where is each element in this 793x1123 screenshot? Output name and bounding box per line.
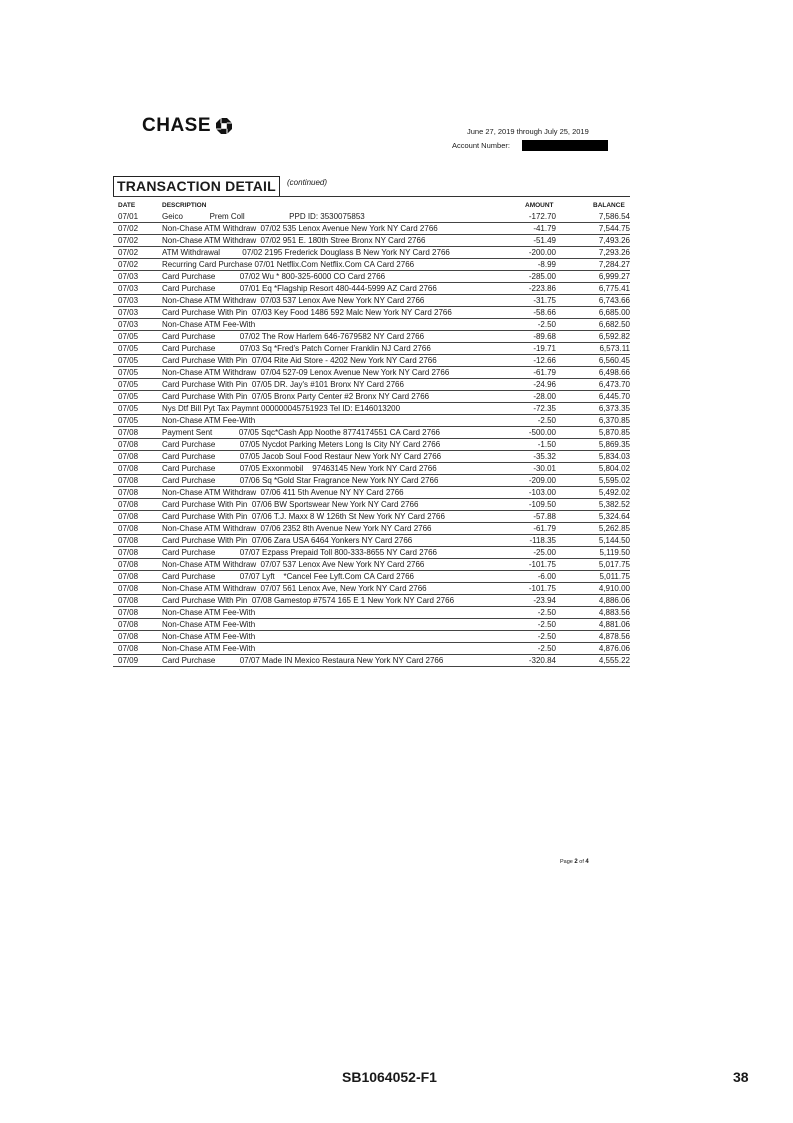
table-row bbox=[113, 415, 630, 427]
transaction-description: Card Purchase With Pin 07/08 Gamestop #7574 165 E 1 New York NY Card 2766 bbox=[162, 596, 455, 605]
transaction-date: 07/08 bbox=[118, 584, 139, 593]
transaction-date: 07/08 bbox=[118, 632, 139, 641]
transaction-date: 07/05 bbox=[118, 332, 139, 341]
transaction-balance: 6,999.27 bbox=[598, 272, 630, 281]
transaction-date: 07/05 bbox=[118, 356, 139, 365]
transaction-description: ATM Withdrawal 07/02 2195 Frederick Douglass B New York NY Card 2766 bbox=[162, 248, 450, 257]
page-label: Page bbox=[560, 859, 573, 865]
transaction-description: Card Purchase With Pin 07/06 Zara USA 6464 Yonkers NY Card 2766 bbox=[162, 536, 413, 545]
transaction-date: 07/08 bbox=[118, 536, 139, 545]
transaction-date: 07/05 bbox=[118, 416, 139, 425]
table-row bbox=[113, 583, 630, 595]
transaction-balance: 7,493.26 bbox=[598, 236, 630, 245]
transaction-balance: 7,284.27 bbox=[598, 260, 630, 269]
transaction-date: 07/08 bbox=[118, 512, 139, 521]
transaction-description: Card Purchase 07/07 Ezpass Prepaid Toll 800-333-8655 NY Card 2766 bbox=[162, 548, 437, 557]
transaction-date: 07/02 bbox=[118, 248, 139, 257]
transaction-amount: -103.00 bbox=[528, 488, 556, 497]
transaction-balance: 4,555.22 bbox=[598, 656, 630, 665]
table-row bbox=[113, 607, 630, 619]
date-header: DATE bbox=[118, 202, 136, 209]
transaction-description: Non-Chase ATM Fee-With bbox=[162, 644, 256, 653]
transaction-amount: -19.71 bbox=[533, 344, 556, 353]
continued-label: (continued) bbox=[287, 178, 328, 187]
transaction-balance: 4,910.00 bbox=[598, 584, 630, 593]
transaction-date: 07/08 bbox=[118, 596, 139, 605]
table-row bbox=[113, 499, 630, 511]
transaction-amount: -320.84 bbox=[528, 656, 556, 665]
section-title: TRANSACTION DETAIL bbox=[113, 176, 280, 197]
transaction-date: 07/02 bbox=[118, 260, 139, 269]
transaction-description: Non-Chase ATM Fee-With bbox=[162, 632, 256, 641]
table-row bbox=[113, 511, 630, 523]
transaction-balance: 5,324.64 bbox=[598, 512, 630, 521]
table-row bbox=[113, 271, 630, 283]
transaction-amount: -57.88 bbox=[533, 512, 556, 521]
transaction-date: 07/08 bbox=[118, 452, 139, 461]
transaction-amount: -101.75 bbox=[528, 560, 556, 569]
transaction-balance: 5,017.75 bbox=[598, 560, 630, 569]
table-row bbox=[113, 631, 630, 643]
transaction-date: 07/08 bbox=[118, 620, 139, 629]
table-row bbox=[113, 571, 630, 583]
transaction-description: Nys Dtf Bill Pyt Tax Paymnt 000000045751923 Tel ID: E146013200 bbox=[162, 404, 401, 413]
transaction-date: 07/02 bbox=[118, 236, 139, 245]
transaction-balance: 6,445.70 bbox=[598, 392, 630, 401]
page-current: 2 bbox=[574, 859, 578, 865]
transaction-balance: 5,144.50 bbox=[598, 536, 630, 545]
transaction-amount: -30.01 bbox=[533, 464, 556, 473]
transaction-amount: -61.79 bbox=[533, 368, 556, 377]
transaction-description: Non-Chase ATM Withdraw 07/04 527-09 Lenox Avenue New York NY Card 2766 bbox=[162, 368, 450, 377]
transaction-balance: 6,560.45 bbox=[598, 356, 630, 365]
table-row bbox=[113, 643, 630, 655]
transaction-description: Card Purchase 07/06 Sq *Gold Star Fragrance New York NY Card 2766 bbox=[162, 476, 439, 485]
transaction-amount: -23.94 bbox=[533, 596, 556, 605]
transaction-description: Card Purchase 07/02 The Row Harlem 646-7679582 NY Card 2766 bbox=[162, 332, 425, 341]
transaction-description: Non-Chase ATM Withdraw 07/06 411 5th Avenue NY NY Card 2766 bbox=[162, 488, 404, 497]
transaction-date: 07/08 bbox=[118, 608, 139, 617]
transaction-amount: -35.32 bbox=[533, 452, 556, 461]
table-row bbox=[113, 535, 630, 547]
table-row bbox=[113, 367, 630, 379]
page-of: of bbox=[579, 859, 584, 865]
transaction-description: Card Purchase 07/05 Jacob Soul Food Restaur New York NY Card 2766 bbox=[162, 452, 442, 461]
transaction-description: Non-Chase ATM Withdraw 07/02 951 E. 180th Stree Bronx NY Card 2766 bbox=[162, 236, 426, 245]
transaction-date: 07/08 bbox=[118, 560, 139, 569]
transaction-description: Card Purchase 07/05 Nycdot Parking Meters Long Is City NY Card 2766 bbox=[162, 440, 441, 449]
table-row bbox=[113, 439, 630, 451]
transaction-amount: -2.50 bbox=[537, 608, 556, 617]
transaction-amount: -500.00 bbox=[528, 428, 556, 437]
transaction-balance: 6,743.66 bbox=[598, 296, 630, 305]
transaction-description: Card Purchase With Pin 07/06 BW Sportswear New York NY Card 2766 bbox=[162, 500, 419, 509]
transaction-date: 07/08 bbox=[118, 440, 139, 449]
transaction-date: 07/08 bbox=[118, 572, 139, 581]
transaction-balance: 5,804.02 bbox=[598, 464, 630, 473]
transaction-amount: -6.00 bbox=[537, 572, 556, 581]
transaction-date: 07/08 bbox=[118, 428, 139, 437]
account-number-redaction bbox=[522, 140, 608, 151]
transaction-date: 07/08 bbox=[118, 464, 139, 473]
table-row bbox=[113, 379, 630, 391]
transaction-description: Non-Chase ATM Fee-With bbox=[162, 320, 256, 329]
transaction-amount: -58.66 bbox=[533, 308, 556, 317]
transaction-amount: -172.70 bbox=[528, 212, 556, 221]
table-row bbox=[113, 451, 630, 463]
transaction-balance: 5,870.85 bbox=[598, 428, 630, 437]
document-id: SB1064052-F1 bbox=[342, 1069, 437, 1085]
transaction-balance: 6,498.66 bbox=[598, 368, 630, 377]
transaction-amount: -31.75 bbox=[533, 296, 556, 305]
transaction-amount: -61.79 bbox=[533, 524, 556, 533]
transaction-description: Recurring Card Purchase 07/01 Netflix.Com Netflix.Com CA Card 2766 bbox=[162, 260, 415, 269]
table-row bbox=[113, 523, 630, 535]
transaction-description: Non-Chase ATM Withdraw 07/07 561 Lenox Ave, New York NY Card 2766 bbox=[162, 584, 427, 593]
transaction-description: Non-Chase ATM Withdraw 07/03 537 Lenox Ave New York NY Card 2766 bbox=[162, 296, 425, 305]
transaction-balance: 7,586.54 bbox=[598, 212, 630, 221]
table-row bbox=[113, 331, 630, 343]
transaction-balance: 4,878.56 bbox=[598, 632, 630, 641]
transaction-date: 07/08 bbox=[118, 548, 139, 557]
transaction-amount: -41.79 bbox=[533, 224, 556, 233]
transaction-amount: -89.68 bbox=[533, 332, 556, 341]
table-row bbox=[113, 223, 630, 235]
transaction-description: Payment Sent 07/05 Sqc*Cash App Noothe 8774174551 CA Card 2766 bbox=[162, 428, 440, 437]
table-row bbox=[113, 403, 630, 415]
transaction-amount: -109.50 bbox=[528, 500, 556, 509]
transaction-date: 07/05 bbox=[118, 368, 139, 377]
chase-octagon-icon bbox=[216, 118, 232, 134]
transaction-date: 07/05 bbox=[118, 392, 139, 401]
transaction-description: Card Purchase With Pin 07/04 Rite Aid Store - 4202 New York NY Card 2766 bbox=[162, 356, 437, 365]
table-row bbox=[113, 343, 630, 355]
transaction-amount: -285.00 bbox=[528, 272, 556, 281]
transaction-balance: 5,382.52 bbox=[598, 500, 630, 509]
transaction-balance: 7,544.75 bbox=[598, 224, 630, 233]
transaction-date: 07/03 bbox=[118, 308, 139, 317]
transaction-date: 07/03 bbox=[118, 272, 139, 281]
transaction-description: Non-Chase ATM Withdraw 07/06 2352 8th Avenue New York NY Card 2766 bbox=[162, 524, 432, 533]
table-row bbox=[113, 427, 630, 439]
transaction-balance: 5,262.85 bbox=[598, 524, 630, 533]
table-row bbox=[113, 619, 630, 631]
description-header: DESCRIPTION bbox=[162, 202, 207, 209]
table-row bbox=[113, 547, 630, 559]
header-rule bbox=[113, 196, 630, 197]
transaction-date: 07/03 bbox=[118, 296, 139, 305]
transaction-amount: -8.99 bbox=[537, 260, 556, 269]
transaction-balance: 6,370.85 bbox=[598, 416, 630, 425]
table-row bbox=[113, 235, 630, 247]
table-row bbox=[113, 487, 630, 499]
transaction-balance: 6,573.11 bbox=[599, 344, 630, 353]
transaction-amount: -200.00 bbox=[528, 248, 556, 257]
transaction-amount: -209.00 bbox=[528, 476, 556, 485]
transaction-balance: 6,682.50 bbox=[598, 320, 630, 329]
transaction-date: 07/08 bbox=[118, 488, 139, 497]
transaction-date: 07/08 bbox=[118, 476, 139, 485]
table-row bbox=[113, 283, 630, 295]
transaction-date: 07/02 bbox=[118, 224, 139, 233]
transaction-amount: -2.50 bbox=[537, 620, 556, 629]
transaction-amount: -72.35 bbox=[533, 404, 556, 413]
transaction-balance: 5,119.50 bbox=[599, 548, 630, 557]
transaction-description: Card Purchase With Pin 07/06 T.J. Maxx 8 W 126th St New York NY Card 2766 bbox=[162, 512, 445, 521]
transaction-description: Card Purchase With Pin 07/03 Key Food 1486 592 Malc New York NY Card 2766 bbox=[162, 308, 452, 317]
transaction-amount: -2.50 bbox=[537, 320, 556, 329]
transaction-amount: -223.86 bbox=[528, 284, 556, 293]
table-row bbox=[113, 211, 630, 223]
account-number-label: Account Number: bbox=[452, 141, 510, 150]
transaction-balance: 6,473.70 bbox=[598, 380, 630, 389]
transaction-description: Card Purchase 07/01 Eq *Flagship Resort 480-444-5999 AZ Card 2766 bbox=[162, 284, 437, 293]
transaction-description: Geico Prem Coll PPD ID: 3530075853 bbox=[162, 212, 365, 221]
transaction-balance: 4,881.06 bbox=[598, 620, 630, 629]
transaction-balance: 4,886.06 bbox=[598, 596, 630, 605]
statement-period: June 27, 2019 through July 25, 2019 bbox=[467, 127, 589, 136]
transaction-date: 07/05 bbox=[118, 344, 139, 353]
table-row bbox=[113, 319, 630, 331]
transaction-balance: 7,293.26 bbox=[598, 248, 630, 257]
transaction-description: Card Purchase 07/05 Exxonmobil 97463145 New York NY Card 2766 bbox=[162, 464, 437, 473]
account-number bbox=[452, 140, 608, 151]
transaction-amount: -2.50 bbox=[537, 632, 556, 641]
transaction-date: 07/03 bbox=[118, 320, 139, 329]
table-row bbox=[113, 295, 630, 307]
transaction-date: 07/08 bbox=[118, 524, 139, 533]
transaction-amount: -2.50 bbox=[537, 644, 556, 653]
transaction-description: Non-Chase ATM Withdraw 07/02 535 Lenox Avenue New York NY Card 2766 bbox=[162, 224, 438, 233]
transaction-balance: 6,592.82 bbox=[598, 332, 630, 341]
transaction-table bbox=[113, 211, 630, 667]
transaction-balance: 5,869.35 bbox=[598, 440, 630, 449]
table-row bbox=[113, 391, 630, 403]
transaction-balance: 5,492.02 bbox=[598, 488, 630, 497]
transaction-description: Card Purchase With Pin 07/05 DR. Jay's #101 Bronx NY Card 2766 bbox=[162, 380, 404, 389]
transaction-amount: -12.66 bbox=[533, 356, 556, 365]
transaction-balance: 5,011.75 bbox=[599, 572, 630, 581]
bank-name: CHASE bbox=[142, 115, 212, 136]
page-total: 4 bbox=[585, 859, 589, 865]
document-page-number: 38 bbox=[733, 1069, 749, 1085]
transaction-description: Non-Chase ATM Withdraw 07/07 537 Lenox Ave New York NY Card 2766 bbox=[162, 560, 425, 569]
transaction-amount: -24.96 bbox=[533, 380, 556, 389]
transaction-date: 07/08 bbox=[118, 500, 139, 509]
transaction-description: Card Purchase 07/02 Wu * 800-325-6000 CO Card 2766 bbox=[162, 272, 386, 281]
transaction-balance: 6,775.41 bbox=[598, 284, 630, 293]
table-row bbox=[113, 259, 630, 271]
balance-header: BALANCE bbox=[593, 202, 625, 209]
transaction-description: Card Purchase 07/07 Made IN Mexico Restaura New York NY Card 2766 bbox=[162, 656, 444, 665]
table-row bbox=[113, 355, 630, 367]
transaction-amount: -25.00 bbox=[533, 548, 556, 557]
transaction-balance: 6,685.00 bbox=[598, 308, 630, 317]
table-row bbox=[113, 463, 630, 475]
transaction-description: Non-Chase ATM Fee-With bbox=[162, 620, 256, 629]
transaction-balance: 5,834.03 bbox=[598, 452, 630, 461]
transaction-date: 07/01 bbox=[118, 212, 139, 221]
transaction-description: Card Purchase With Pin 07/05 Bronx Party Center #2 Bronx NY Card 2766 bbox=[162, 392, 430, 401]
transaction-amount: -1.50 bbox=[537, 440, 556, 449]
transaction-amount: -28.00 bbox=[533, 392, 556, 401]
amount-header: AMOUNT bbox=[525, 202, 554, 209]
transaction-description: Card Purchase 07/03 Sq *Fred's Patch Corner Franklin NJ Card 2766 bbox=[162, 344, 431, 353]
transaction-date: 07/05 bbox=[118, 380, 139, 389]
transaction-amount: -51.49 bbox=[533, 236, 556, 245]
transaction-date: 07/09 bbox=[118, 656, 139, 665]
table-row bbox=[113, 307, 630, 319]
table-row bbox=[113, 595, 630, 607]
table-row bbox=[113, 475, 630, 487]
table-row bbox=[113, 247, 630, 259]
transaction-amount: -101.75 bbox=[528, 584, 556, 593]
chase-logo bbox=[142, 115, 232, 137]
transaction-date: 07/03 bbox=[118, 284, 139, 293]
transaction-amount: -118.35 bbox=[529, 536, 556, 545]
transaction-date: 07/08 bbox=[118, 644, 139, 653]
table-row bbox=[113, 559, 630, 571]
table-row bbox=[113, 655, 630, 667]
transaction-description: Non-Chase ATM Fee-With bbox=[162, 416, 256, 425]
transaction-description: Card Purchase 07/07 Lyft *Cancel Fee Lyft.Com CA Card 2766 bbox=[162, 572, 414, 581]
transaction-balance: 5,595.02 bbox=[598, 476, 630, 485]
transaction-balance: 4,876.06 bbox=[598, 644, 630, 653]
transaction-amount: -2.50 bbox=[537, 416, 556, 425]
transaction-balance: 4,883.56 bbox=[598, 608, 630, 617]
transaction-description: Non-Chase ATM Fee-With bbox=[162, 608, 256, 617]
page-number bbox=[560, 859, 589, 865]
transaction-balance: 6,373.35 bbox=[598, 404, 630, 413]
transaction-date: 07/05 bbox=[118, 404, 139, 413]
